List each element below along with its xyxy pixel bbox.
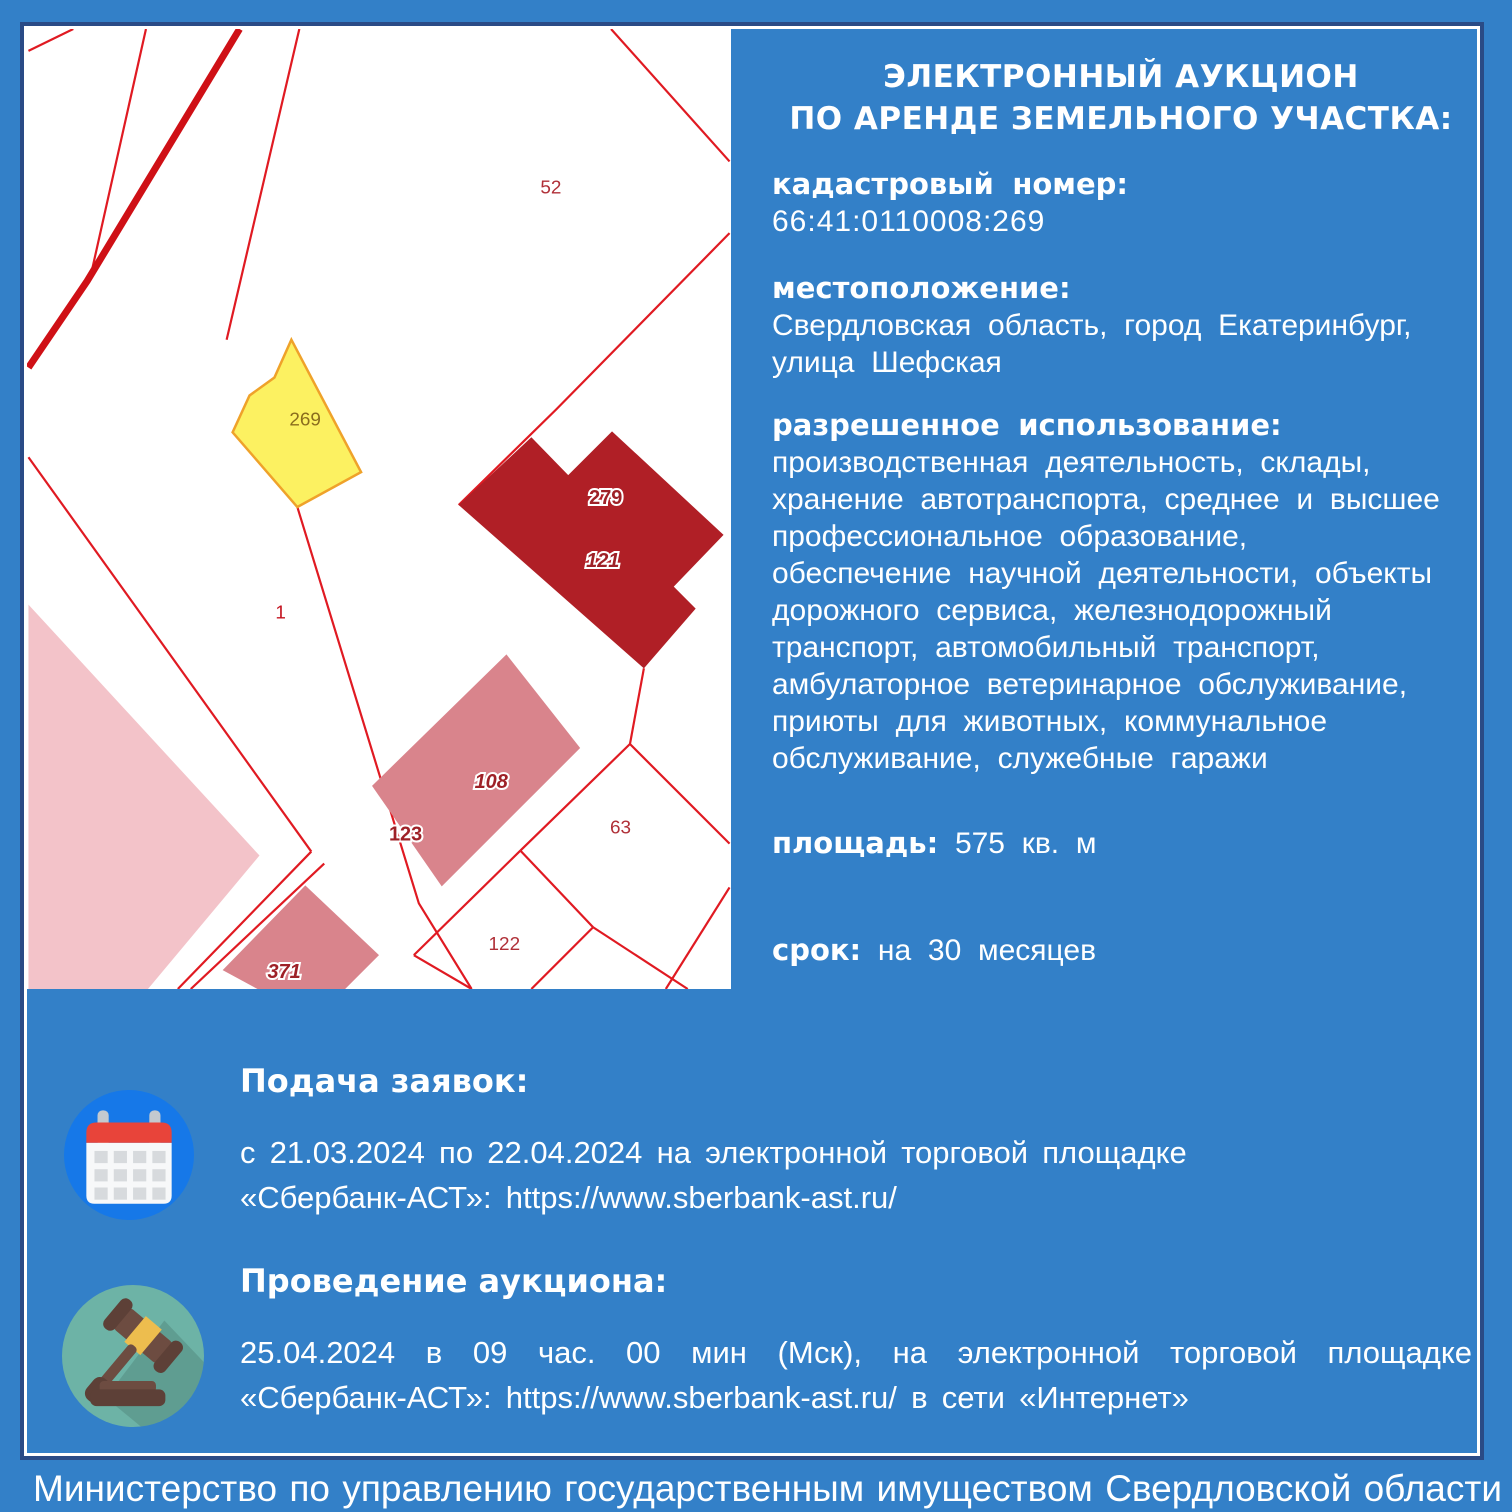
permitted-use-line: профессиональное образование, [772,520,1248,553]
applications-heading: Подача заявок: [240,1062,529,1100]
title-line-1: ЭЛЕКТРОННЫЙ АУКЦИОН [883,59,1359,95]
map-label-371: 371 [267,961,301,984]
permitted-use-label: разрешенное использование: [772,408,1282,442]
map-label-52: 52 [540,177,562,199]
title-line-2: ПО АРЕНДЕ ЗЕМЕЛЬНОГО УЧАСТКА: [789,101,1453,137]
map-label-63: 63 [610,817,632,839]
map-label-269: 269 [289,409,321,431]
map-label-123: 123 [388,823,423,846]
map-label-122: 122 [488,934,521,956]
applications-line-2: «Сбербанк-АСТ»: https://www.sberbank-ast.ru/ [240,1180,897,1215]
map-label-279: 279 [589,487,623,510]
permitted-use-line: дорожного сервиса, железнодорожный [772,594,1332,627]
location-line: Свердловская область, город Екатеринбург, [772,309,1412,342]
cadastral-number-value: 66:41:0110008:269 [772,205,1046,238]
term-label: срок: [772,933,862,967]
content-frame [20,22,1484,1460]
map-label-1: 1 [275,602,286,624]
permitted-use-line: обслуживание, служебные гаражи [772,742,1268,775]
permitted-use-line: обеспечение научной деятельности, объекты [772,557,1433,590]
map-label-108: 108 [474,770,508,793]
footer-ministry: Министерство по управлению государственным имуществом Свердловской области [33,1468,1502,1509]
term-value: на 30 месяцев [877,934,1097,967]
auction-line-2: «Сбербанк-АСТ»: https://www.sberbank-ast.ru/ в сети «Интернет» [240,1380,1189,1415]
applications-line-1: с 21.03.2024 по 22.04.2024 на электронной торговой площадке [240,1135,1187,1170]
permitted-use-line: хранение автотранспорта, среднее и высшее [772,483,1440,516]
cadastral-number-label: кадастровый номер: [772,167,1129,201]
auction-line-1: 25.04.2024 в 09 час. 00 мин (Мск), на электронной торговой площадке [240,1335,1472,1370]
permitted-use-line: транспорт, автомобильный транспорт, [772,631,1320,664]
map-label-121: 121 [586,549,620,572]
location-label: местоположение: [772,271,1071,305]
area-label: площадь: [772,826,939,860]
area-value: 575 кв. м [954,827,1097,860]
permitted-use-line: амбулаторное ветеринарное обслуживание, [772,668,1408,701]
permitted-use-line: производственная деятельность, склады, [772,446,1371,479]
location-line: улица Шефская [772,346,1002,379]
content-frame-inner-line [24,26,1480,1456]
permitted-use-line: приюты для животных, коммунальное [772,705,1328,738]
auction-heading: Проведение аукциона: [240,1262,668,1300]
